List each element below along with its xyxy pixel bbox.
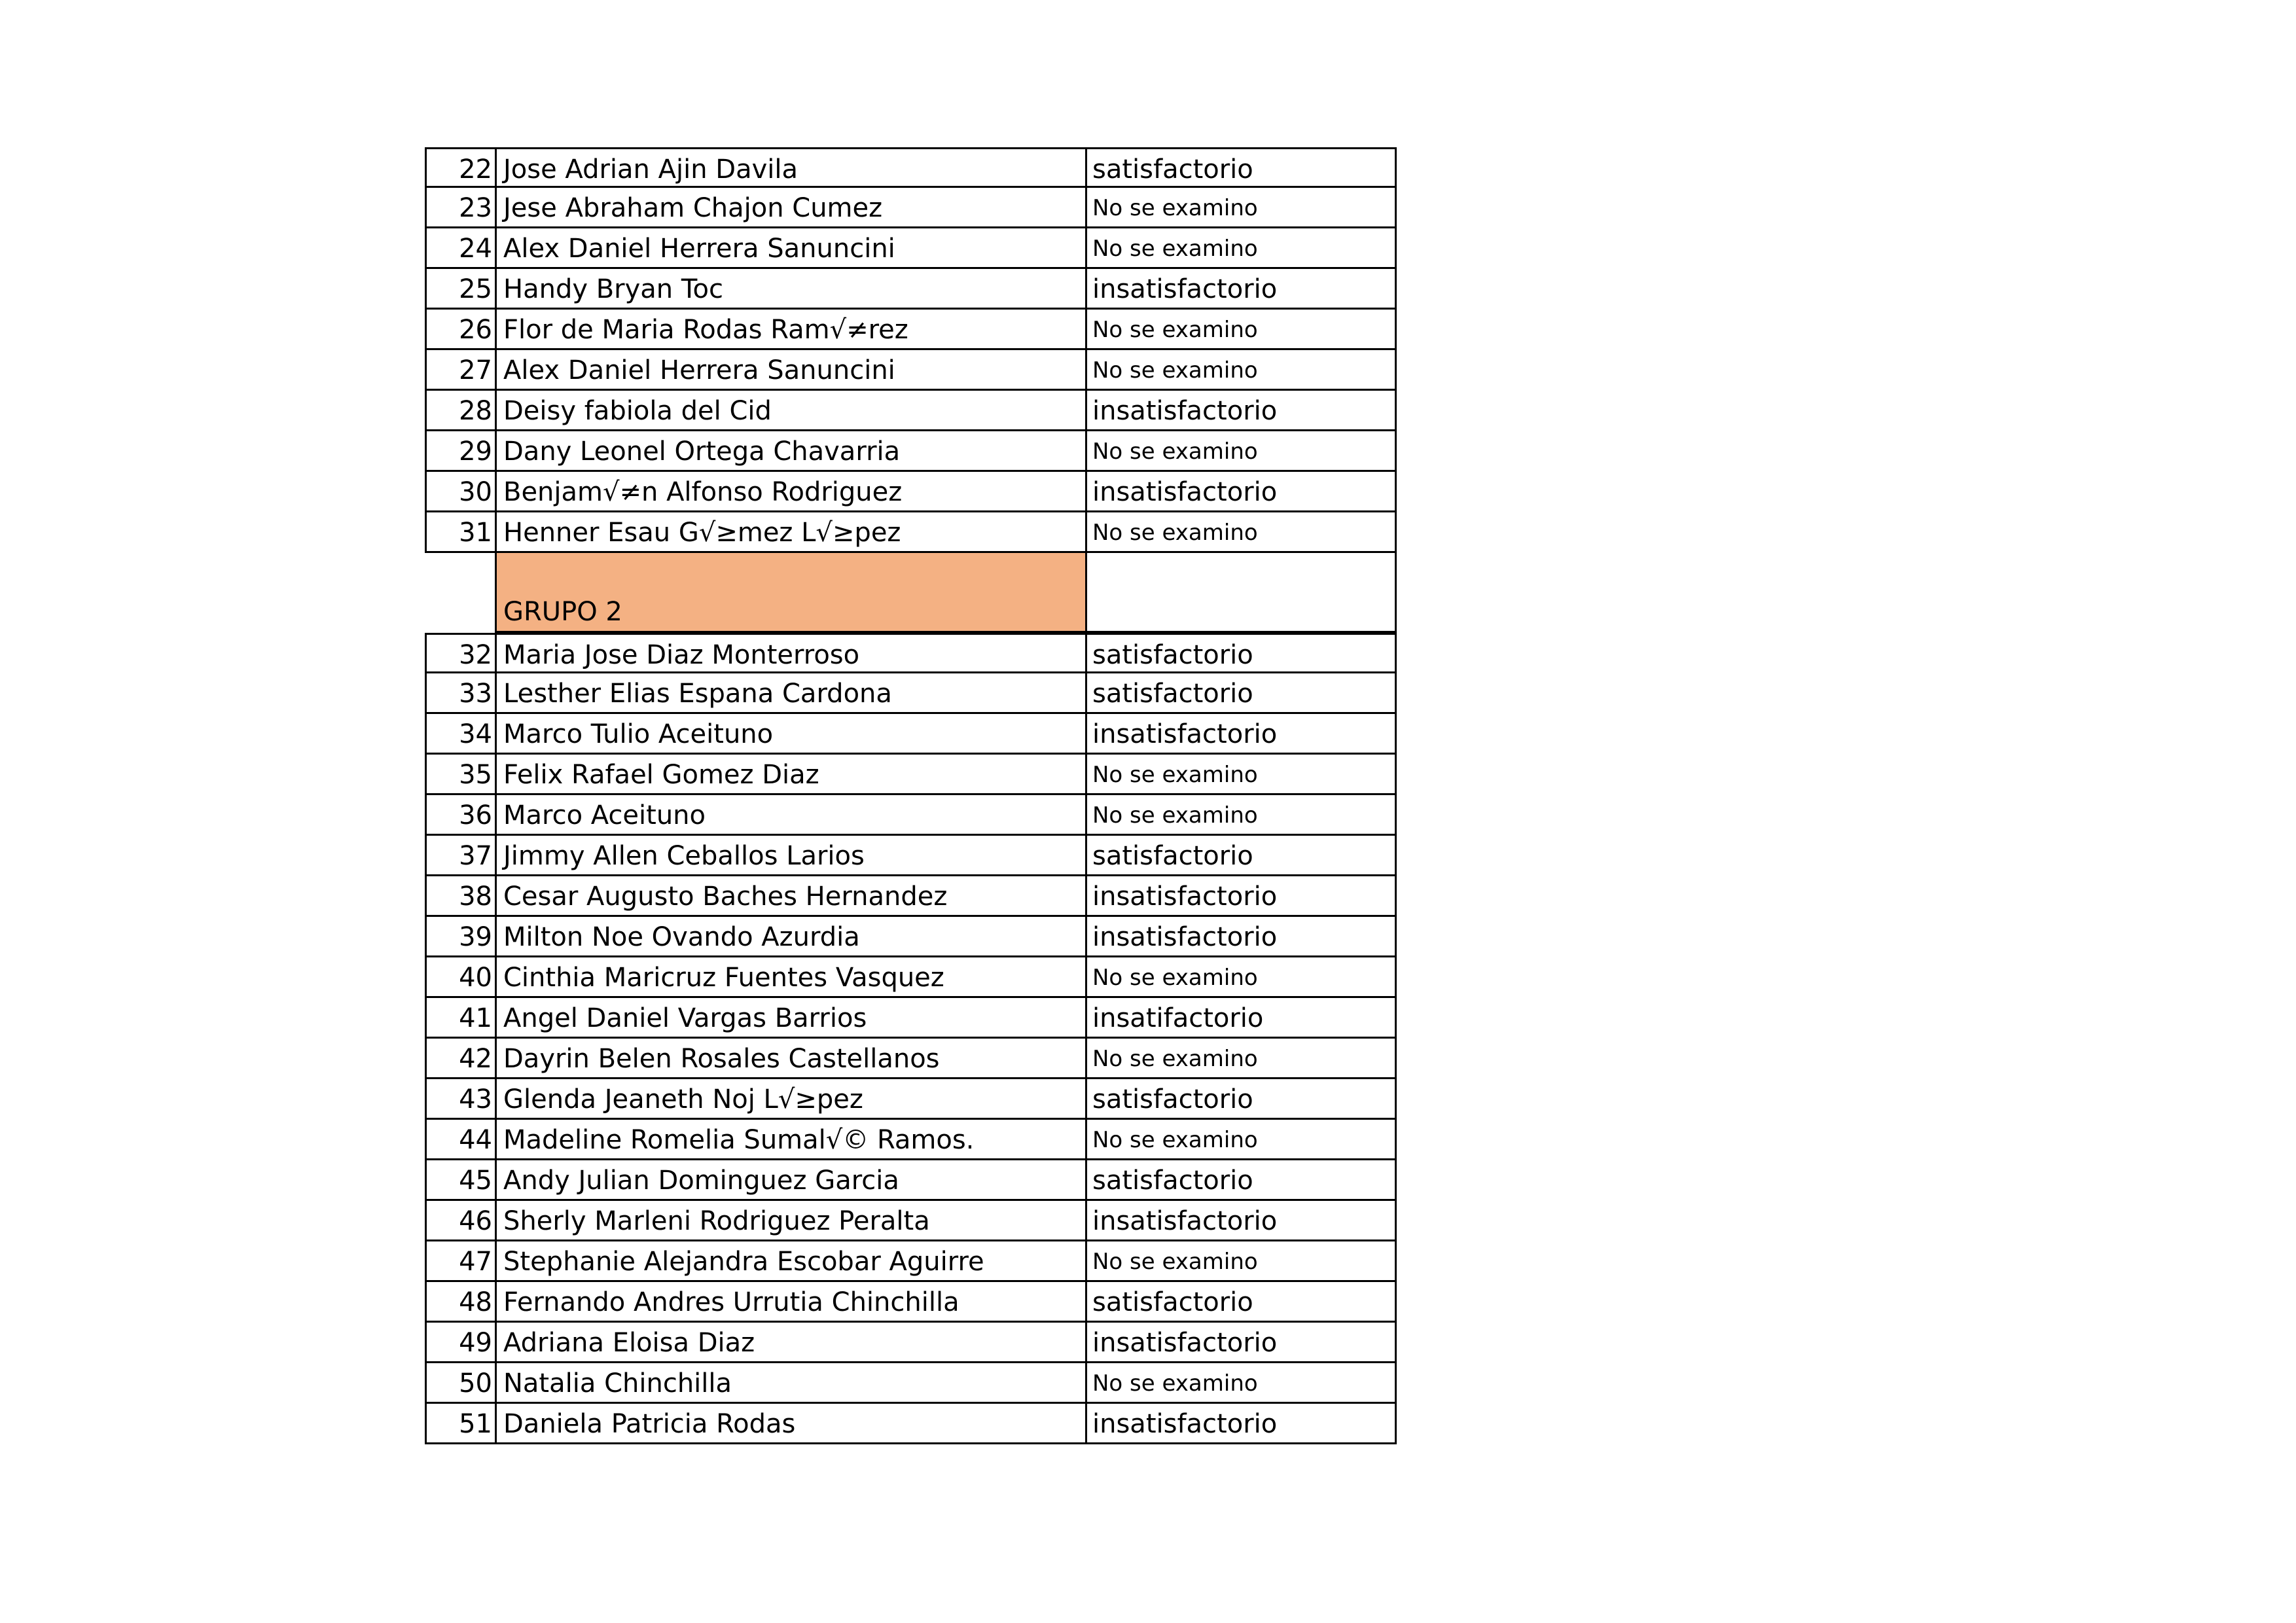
- table-row: [0, 310, 2296, 350]
- student-name: Deisy fabiola del Cid: [495, 391, 1086, 431]
- table-row: [0, 1079, 2296, 1120]
- exam-result: No se examino: [1085, 310, 1397, 350]
- row-number: 24: [425, 228, 496, 269]
- exam-result: insatisfactorio: [1085, 1323, 1397, 1363]
- table-row: [0, 876, 2296, 917]
- row-number: 31: [425, 512, 496, 553]
- table-row: [0, 1363, 2296, 1404]
- table-row: [0, 795, 2296, 836]
- row-number: 25: [425, 269, 496, 310]
- table-row: [0, 755, 2296, 795]
- student-name: Lesther Elias Espana Cardona: [495, 673, 1086, 714]
- student-name: Henner Esau G√≥mez L√≥pez: [495, 512, 1086, 553]
- student-name: Alex Daniel Herrera Sanuncini: [495, 228, 1086, 269]
- row-number: 45: [425, 1160, 496, 1201]
- student-name: Madeline Romelia Sumal√© Ramos.: [495, 1120, 1086, 1160]
- row-number: 41: [425, 998, 496, 1039]
- row-number: 51: [425, 1404, 496, 1444]
- row-number: 26: [425, 310, 496, 350]
- table-row: [0, 633, 2296, 673]
- student-name: Cesar Augusto Baches Hernandez: [495, 876, 1086, 917]
- row-number: 32: [425, 633, 496, 673]
- student-name: Jose Adrian Ajin Davila: [495, 147, 1086, 188]
- row-number: 42: [425, 1039, 496, 1079]
- table-row: [0, 1323, 2296, 1363]
- table-row: [0, 1241, 2296, 1282]
- table-row: [0, 1201, 2296, 1241]
- row-number: 37: [425, 836, 496, 876]
- exam-result: satisfactorio: [1085, 836, 1397, 876]
- student-name: Marco Tulio Aceituno: [495, 714, 1086, 755]
- table-row: [0, 1404, 2296, 1444]
- student-name: Jese Abraham Chajon Cumez: [495, 188, 1086, 228]
- exam-result: insatisfactorio: [1085, 876, 1397, 917]
- exam-result: insatisfactorio: [1085, 917, 1397, 957]
- row-number: 43: [425, 1079, 496, 1120]
- row-number: 28: [425, 391, 496, 431]
- student-name: Dany Leonel Ortega Chavarria: [495, 431, 1086, 472]
- group-label: GRUPO 2: [495, 553, 1086, 633]
- row-number: 33: [425, 673, 496, 714]
- exam-result: No se examino: [1085, 350, 1397, 391]
- row-number: 38: [425, 876, 496, 917]
- exam-result: satisfactorio: [1085, 1079, 1397, 1120]
- exam-result: insatisfactorio: [1085, 1201, 1397, 1241]
- row-number: 30: [425, 472, 496, 512]
- table-row: [0, 269, 2296, 310]
- exam-result: No se examino: [1085, 1039, 1397, 1079]
- exam-result: No se examino: [1085, 1241, 1397, 1282]
- student-name: Stephanie Alejandra Escobar Aguirre: [495, 1241, 1086, 1282]
- exam-result: insatisfactorio: [1085, 714, 1397, 755]
- student-name: Fernando Andres Urrutia Chinchilla: [495, 1282, 1086, 1323]
- table-row: [0, 917, 2296, 957]
- student-name: Milton Noe Ovando Azurdia: [495, 917, 1086, 957]
- table-row: [0, 147, 2296, 188]
- student-name: Andy Julian Dominguez Garcia: [495, 1160, 1086, 1201]
- row-number: 40: [425, 957, 496, 998]
- student-name: Glenda Jeaneth Noj L√≥pez: [495, 1079, 1086, 1120]
- row-number: 50: [425, 1363, 496, 1404]
- student-name: Handy Bryan Toc: [495, 269, 1086, 310]
- student-name: Benjam√≠n Alfonso Rodriguez: [495, 472, 1086, 512]
- student-name: Dayrin Belen Rosales Castellanos: [495, 1039, 1086, 1079]
- exam-result: satisfactorio: [1085, 633, 1397, 673]
- table-row: [0, 228, 2296, 269]
- table-row: [0, 391, 2296, 431]
- student-name: Cinthia Maricruz Fuentes Vasquez: [495, 957, 1086, 998]
- exam-result: No se examino: [1085, 957, 1397, 998]
- table-row: [0, 957, 2296, 998]
- exam-result: No se examino: [1085, 755, 1397, 795]
- table-row: [0, 512, 2296, 553]
- exam-result: No se examino: [1085, 512, 1397, 553]
- table-row: [0, 1039, 2296, 1079]
- exam-result: satisfactorio: [1085, 1160, 1397, 1201]
- table-row: [0, 673, 2296, 714]
- exam-result: insatisfactorio: [1085, 391, 1397, 431]
- student-name: Flor de Maria Rodas Ram√≠rez: [495, 310, 1086, 350]
- table-row: [0, 1282, 2296, 1323]
- exam-result: satisfactorio: [1085, 1282, 1397, 1323]
- table-row: [0, 998, 2296, 1039]
- group-header-row: [0, 553, 2296, 633]
- student-name: Marco Aceituno: [495, 795, 1086, 836]
- student-name: Maria Jose Diaz Monterroso: [495, 633, 1086, 673]
- exam-result: satisfactorio: [1085, 673, 1397, 714]
- exam-result: No se examino: [1085, 795, 1397, 836]
- exam-result: satisfactorio: [1085, 147, 1397, 188]
- exam-result: No se examino: [1085, 1363, 1397, 1404]
- row-number: 23: [425, 188, 496, 228]
- row-number: 44: [425, 1120, 496, 1160]
- row-number: 35: [425, 755, 496, 795]
- exam-result: insatisfactorio: [1085, 1404, 1397, 1444]
- table-row: [0, 836, 2296, 876]
- exam-result: insatifactorio: [1085, 998, 1397, 1039]
- row-number: 46: [425, 1201, 496, 1241]
- row-number: 48: [425, 1282, 496, 1323]
- exam-result: insatisfactorio: [1085, 269, 1397, 310]
- row-number: 29: [425, 431, 496, 472]
- exam-result: No se examino: [1085, 228, 1397, 269]
- row-number: 27: [425, 350, 496, 391]
- exam-result: insatisfactorio: [1085, 472, 1397, 512]
- table-row: [0, 1160, 2296, 1201]
- table-row: [0, 431, 2296, 472]
- student-name: Felix Rafael Gomez Diaz: [495, 755, 1086, 795]
- group-header-empty-cell: [1085, 553, 1397, 633]
- row-number: 47: [425, 1241, 496, 1282]
- student-name: Alex Daniel Herrera Sanuncini: [495, 350, 1086, 391]
- student-name: Jimmy Allen Ceballos Larios: [495, 836, 1086, 876]
- exam-result: No se examino: [1085, 1120, 1397, 1160]
- student-name: Angel Daniel Vargas Barrios: [495, 998, 1086, 1039]
- row-number: 34: [425, 714, 496, 755]
- table-row: [0, 350, 2296, 391]
- exam-result: No se examino: [1085, 431, 1397, 472]
- table-row: [0, 188, 2296, 228]
- student-name: Sherly Marleni Rodriguez Peralta: [495, 1201, 1086, 1241]
- table-row: [0, 1120, 2296, 1160]
- row-number: 22: [425, 147, 496, 188]
- row-number: 49: [425, 1323, 496, 1363]
- exam-result: No se examino: [1085, 188, 1397, 228]
- table-row: [0, 714, 2296, 755]
- table-row: [0, 472, 2296, 512]
- row-number: 36: [425, 795, 496, 836]
- student-name: Adriana Eloisa Diaz: [495, 1323, 1086, 1363]
- row-number: 39: [425, 917, 496, 957]
- student-name: Daniela Patricia Rodas: [495, 1404, 1086, 1444]
- student-name: Natalia Chinchilla: [495, 1363, 1086, 1404]
